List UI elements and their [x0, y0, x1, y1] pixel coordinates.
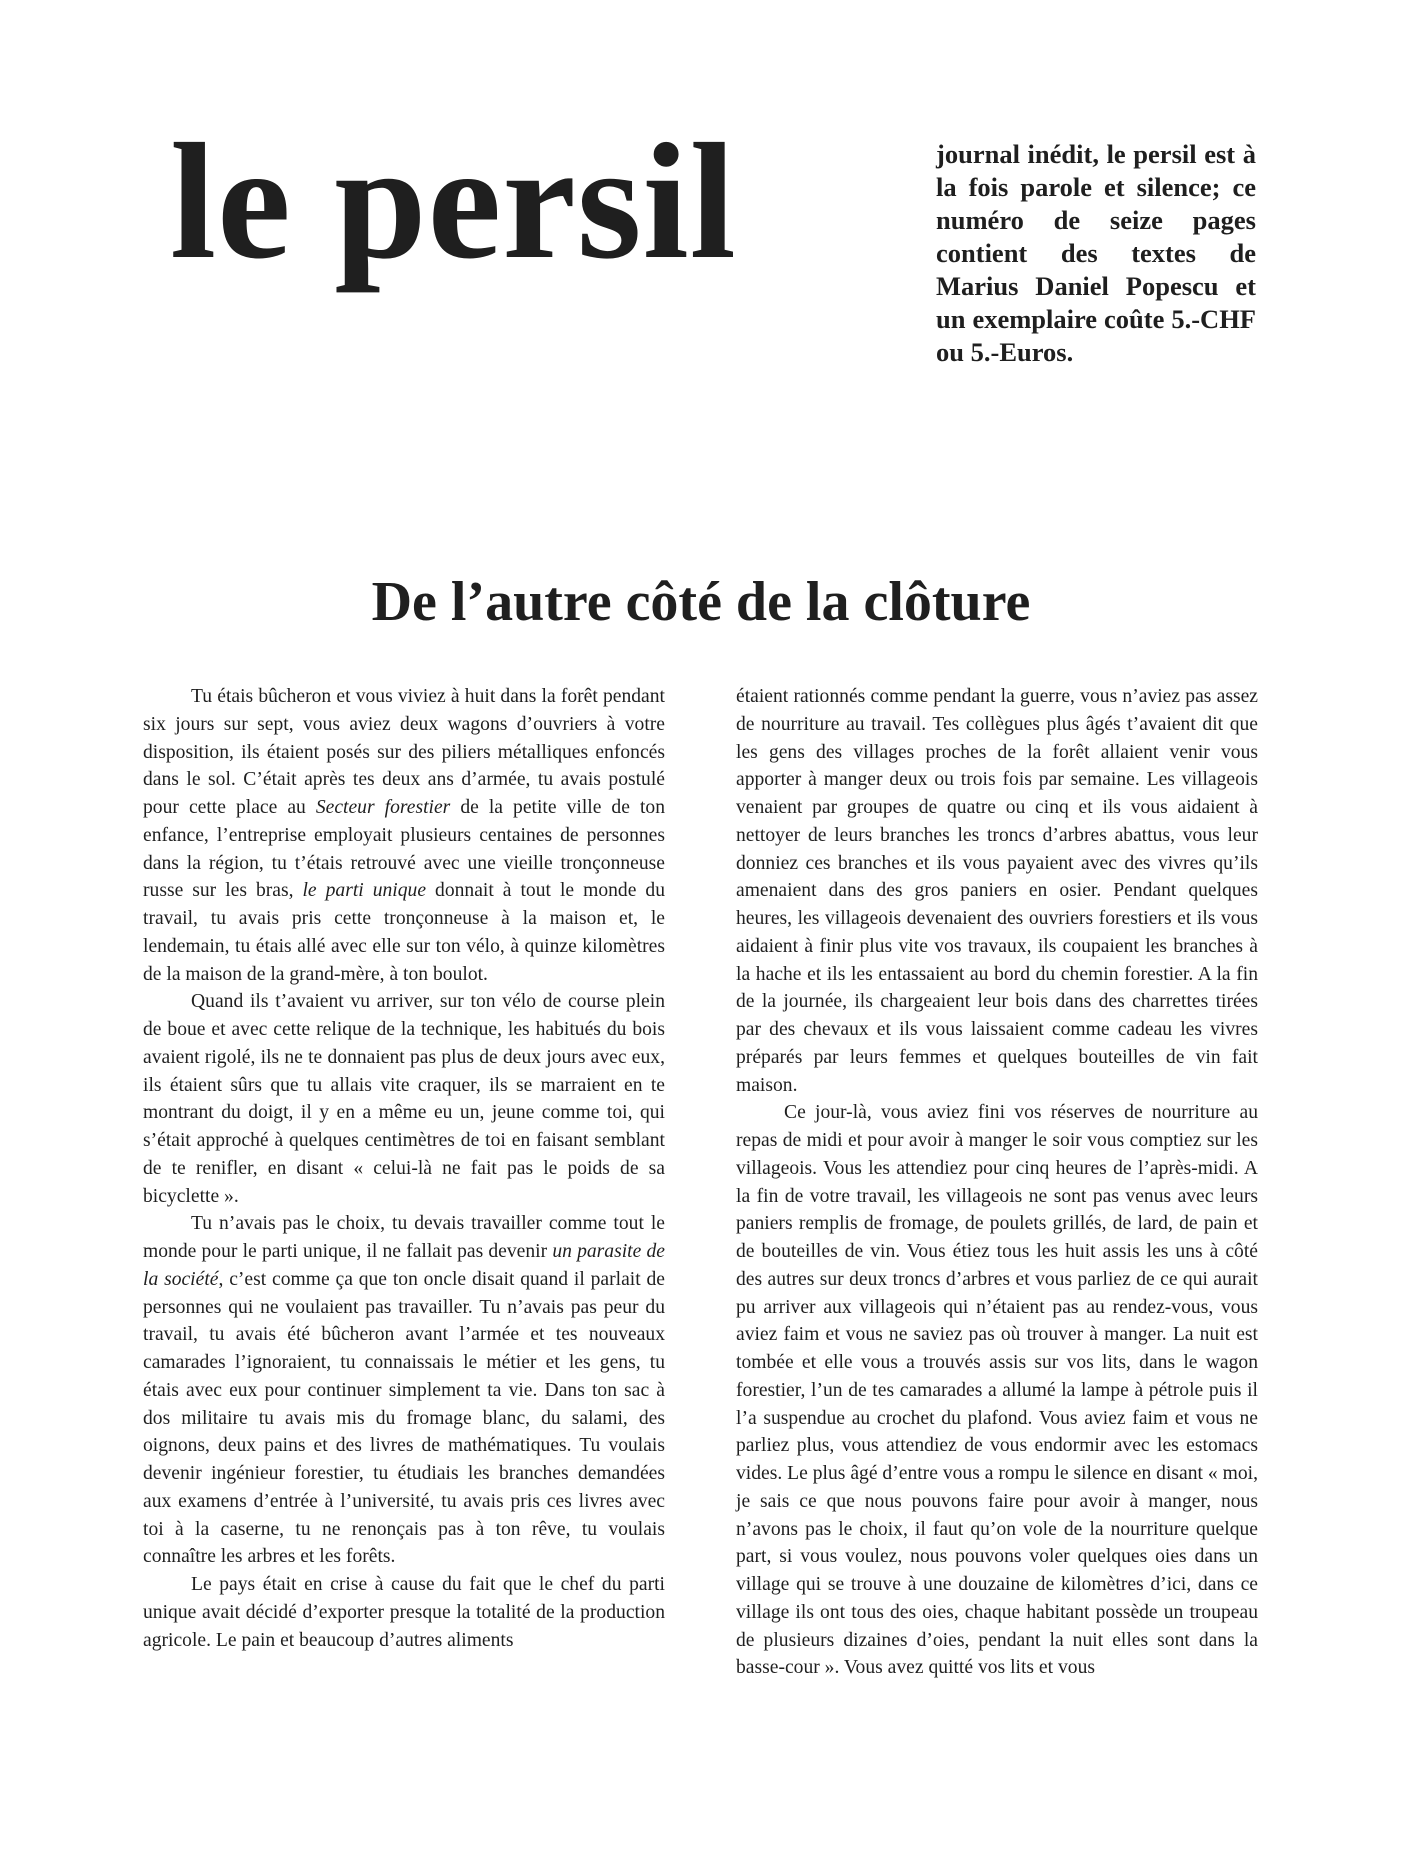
paragraph-text: de la petite ville de ton enfance, l’entreprise employait plusieurs centaines de personnes dans la région, tu t’étais retrouvé avec une vieille tronçonneuse russe sur les bras,: [143, 797, 665, 902]
italic-phrase: le parti unique: [302, 880, 427, 902]
article-title: De l’autre côté de la clôture: [371, 571, 1031, 633]
journal-blurb: journal inédit, le persil est à la fois parole et silence; ce numéro de seize pages contient des textes de Marius Daniel Popescu et un exemplaire coûte 5.-CHF ou 5.-Euros.: [936, 139, 1256, 367]
paragraph: Quand ils t’avaient vu arriver, sur ton vélo de course plein de boue et avec cette relique de la technique, les habitués du bois avaient rigolé, ils ne te donnaient pas plus de deux jours avec eux, ils étaient sûrs que tu allais vite craquer, ils se marraient en te montrant du doigt, il y en a même eu un, jeune comme toi, qui s’était approché à quelques centimètres de toi en faisant semblant de te renifler, en disant « celui-là ne fait pas le poids de sa bicyclette ».: [143, 991, 665, 1207]
italic-phrase: un parasite de la société: [143, 1241, 665, 1290]
italic-phrase: Secteur forestier: [315, 797, 451, 818]
paragraph: Le pays était en crise à cause du fait que le chef du parti unique avait décidé d’exporter presque la totalité de la production agricole. Le pain et beaucoup d’autres aliments: [143, 1574, 665, 1651]
article-column-left: [143, 683, 665, 1654]
journal-masthead: le persil: [170, 109, 737, 293]
article-column-right: [736, 683, 1258, 1682]
paragraph: [143, 683, 665, 988]
paragraph: Ce jour-là, vous aviez fini vos réserves de nourriture au repas de midi et pour avoir à manger le soir vous comptiez sur les villageois. Vous les attendiez pour cinq heures de l’après-midi. A la fin de votre travail, les villageois ne sont pas venus avec leurs paniers remplis de fromage, de poulets grillés, de lard, de pain et de bouteilles de vin. Vous étiez tous les huit assis les uns à côté des autres sur deux troncs d’arbres et vous parliez de ce qui aurait pu arriver aux villageois qui n’étaient pas au rendez-vous, vous aviez faim et vous ne saviez pas où trouver à manger. La nuit est tombée et elle vous a trouvés assis sur vos lits, dans le wagon forestier, l’un de tes camarades a allumé la lampe à pétrole puis il l’a suspendue au crochet du plafond. Vous aviez faim et vous ne parliez plus, vous attendiez de vous endormir avec les estomacs vides. Le plus âgé d’entre vous a rompu le silence en disant « moi, je sais ce que nous pouvons faire pour avoir à manger, nous n’avons pas le choix, il faut qu’on vole de la nourriture quelque part, si vous voulez, nous pouvons voler quelques oies dans un village qui se trouve à une douzaine de kilomètres d’ici, dans ce village ils ont tous des oies, chaque habitant possède un troupeau de plusieurs dizaines d’oies, pendant la nuit elles sont dans la basse-cour ». Vous avez quitté vos lits et vous: [736, 1102, 1258, 1679]
paragraph-text: donnait à tout le monde du travail, tu avais pris cette tronçonneuse à la maison et, le lendemain, tu étais allé avec elle sur ton vélo, à quinze kilomètres de la maison de la grand-mère, à ton boulot.: [143, 880, 665, 985]
paragraph-text: , c’est comme ça que ton oncle disait quand il parlait de personnes qui ne voulaient pas travailler. Tu n’avais pas peur du travail, tu avais été bûcheron avant l’armée et tes nouveaux camarades l’ignoraient, tu connaissais le métier et les gens, tu étais avec eux pour continuer simplement ta vie. Dans ton sac à dos militaire tu avais mis du fromage blanc, du salami, des oignons, deux pains et des livres de mathématiques. Tu voulais devenir ingénieur forestier, tu étudiais les branches demandées aux examens d’entrée à l’université, tu avais pris ces livres avec toi à la caserne, tu ne renonçais pas à ton rêve, tu voulais connaître les arbres et les forêts.: [143, 1268, 665, 1568]
paragraph-text: Tu n’avais pas le choix, tu devais travailler comme tout le monde pour le parti unique, il ne fallait pas devenir: [143, 1213, 665, 1262]
paragraph-text: Tu étais bûcheron et vous viviez à huit dans la forêt pendant six jours sur sept, vous aviez deux wagons d’ouvriers à votre disposition, ils étaient posés sur des piliers métalliques enfoncés dans le sol. C’était après tes deux ans d’armée, tu avais postulé pour cette place au: [143, 686, 665, 818]
paragraph: [143, 1210, 665, 1571]
paragraph: étaient rationnés comme pendant la guerre, vous n’aviez pas assez de nourriture au travail. Tes collègues plus âgés t’avaient dit que les gens des villages proches de la forêt allaient venir vous apporter à manger deux ou trois fois par semaine. Les villageois venaient par groupes de quatre ou cinq et ils vous aidaient à nettoyer de leurs branches les troncs d’arbres abattus, vous leur donniez ces branches et ils vous payaient avec des vivres qu’ils amenaient dans des gros paniers en osier. Pendant quelques heures, les villageois devenaient des ouvriers forestiers et ils vous aidaient à finir plus vite vos travaux, ils coupaient les branches à la hache et ils les entassaient au bord du chemin forestier. A la fin de la journée, ils chargeaient leur bois dans des charrettes tirées par des chevaux et ils vous laissaient comme cadeau les vivres préparés par leurs femmes et quelques bouteilles de vin fait maison.: [736, 686, 1258, 1096]
